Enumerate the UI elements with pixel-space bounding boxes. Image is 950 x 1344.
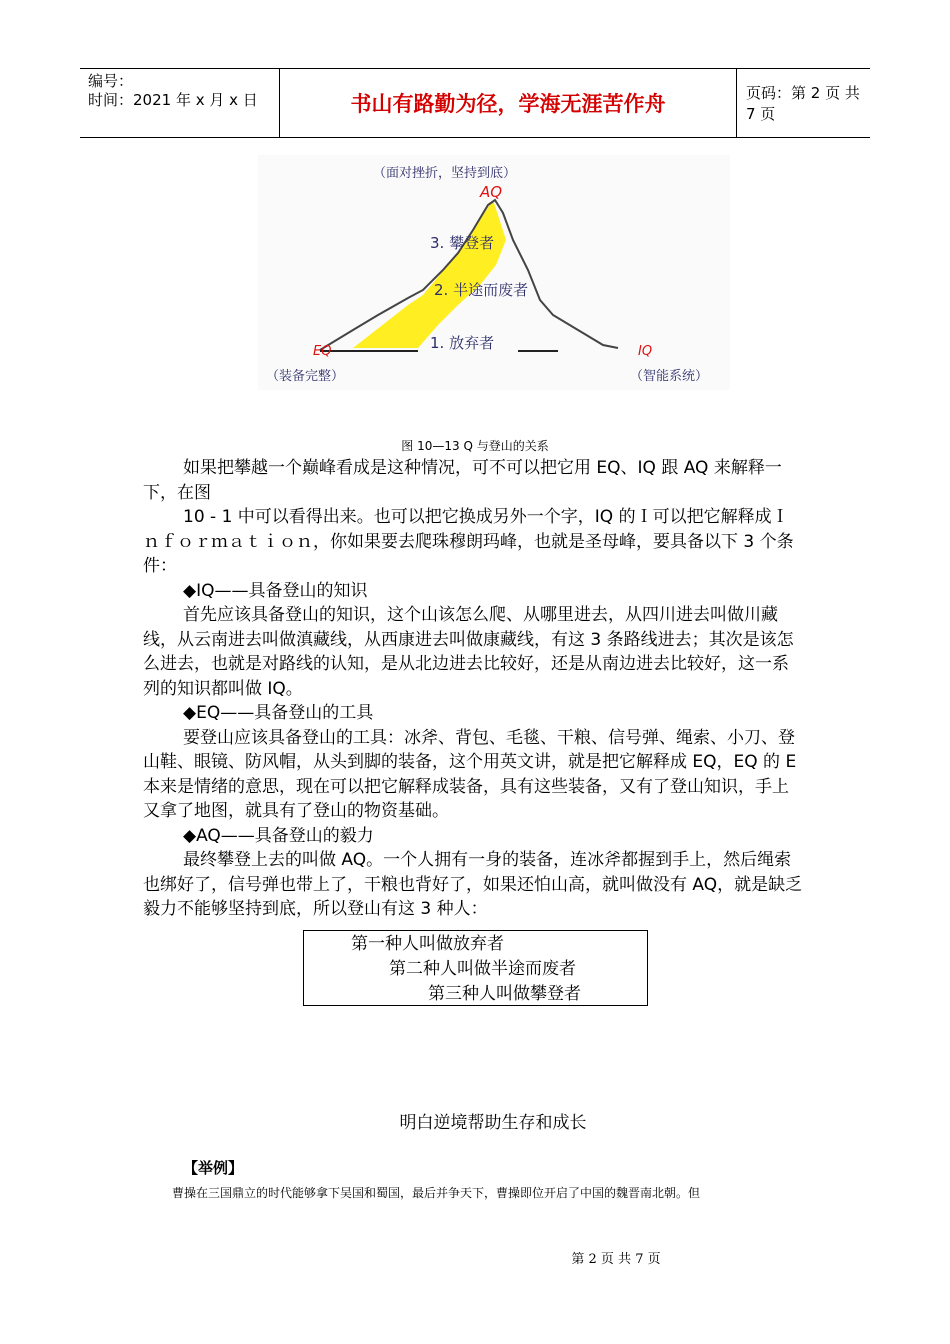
number-label: 编号： <box>88 72 134 90</box>
example-text: 曹操在三国鼎立的时代能够拿下吴国和蜀国，最后并争天下，曹操即位开启了中国的魏晋南北朝。但 <box>172 1186 701 1200</box>
section-heading-aq: ◆AQ——具备登山的毅力 <box>183 825 374 846</box>
section-heading-eq: ◆EQ——具备登山的工具 <box>183 703 374 723</box>
page-header <box>80 68 870 138</box>
date-line: 时间：2021 年 x 月 x 日 <box>88 91 258 109</box>
box-line-3: 第三种人叫做攀登者 <box>428 984 581 1004</box>
left-note: （装备完整） <box>266 369 345 384</box>
paragraph: 最终攀登上去的叫做 AQ。一个人拥有一身的装备，连冰斧都握到手上，然后绳索也绑好了，信号弹也带上了，干粮也背好了，如果还怕山高，就叫做没有 AQ，就是缺乏毅力不能够坚持到底，所以登山有这 3 种人： <box>143 850 803 919</box>
level3-label: 3. 攀登者 <box>430 234 495 252</box>
motto: 书山有路勤为径，学海无涯苦作舟 <box>280 69 737 137</box>
header-meta <box>80 69 280 137</box>
section-subtitle: 明白逆境帮助生存和成长 <box>399 1113 587 1133</box>
page-info: 页码：第 2 页 共 7 页 <box>746 84 860 123</box>
box-line-1: 第一种人叫做放弃者 <box>351 934 504 954</box>
level1-label: 1. 放弃者 <box>430 334 495 352</box>
paragraph: 首先应该具备登山的知识，这个山该怎么爬、从哪里进去，从四川进去叫做川藏线，从云南进去叫做滇藏线，从西康进去叫做康藏线，有这 3 条路线进去；其次是该怎么进去，也就是对路线的认知，是从北边进去比较好，还是从南边进去比较好，这一系列的知识都叫做 IQ。 <box>143 605 794 699</box>
paragraph: 如果把攀越一个巅峰看成是这种情况，可不可以把它用 EQ、IQ 跟 AQ 来解释一下，在图 <box>143 458 782 503</box>
peak-label: AQ <box>480 183 503 201</box>
right-note: （智能系统） <box>630 369 709 384</box>
example-heading: 【举例】 <box>183 1159 244 1177</box>
box-line-2: 第二种人叫做半途而废者 <box>389 959 576 979</box>
section-heading-iq: ◆IQ——具备登山的知识 <box>183 580 368 601</box>
paragraph: 要登山应该具备登山的工具：冰斧、背包、毛毯、干粮、信号弹、绳索、小刀、登山鞋、眼镜、防风帽，从头到脚的装备，这个用英文讲，就是把它解释成 EQ，EQ 的 E 本来是情绪的意思，现在可以把它解释成装备，具有这些装备，又有了登山知识，手上又拿了地图，就具有了登山的物资基础。 <box>143 727 797 821</box>
paragraph: 10 - 1 中可以看得出来。也可以把它换成另外一个字，IQ 的Ｉ可以把它解释成Ｉｎｆｏｒｍａｔｉｏｎ，你如果要去爬珠穆朗玛峰，也就是圣母峰，要具备以下 3 个条件： <box>143 507 794 576</box>
level2-label: 2. 半途而废者 <box>434 281 529 299</box>
top-note: （面对挫折，坚持到底） <box>373 166 517 181</box>
eq-label: EQ <box>313 344 332 359</box>
figure-caption: 图 10—13 Q 与登山的关系 <box>401 439 549 453</box>
mountain-diagram <box>258 155 730 390</box>
three-types-box <box>303 930 648 1006</box>
highlight-area <box>353 200 506 348</box>
page-footer: 第 2 页 共 7 页 <box>571 1252 661 1267</box>
mountain-figure <box>258 155 730 390</box>
body-text <box>143 456 803 922</box>
iq-label: IQ <box>638 344 653 359</box>
